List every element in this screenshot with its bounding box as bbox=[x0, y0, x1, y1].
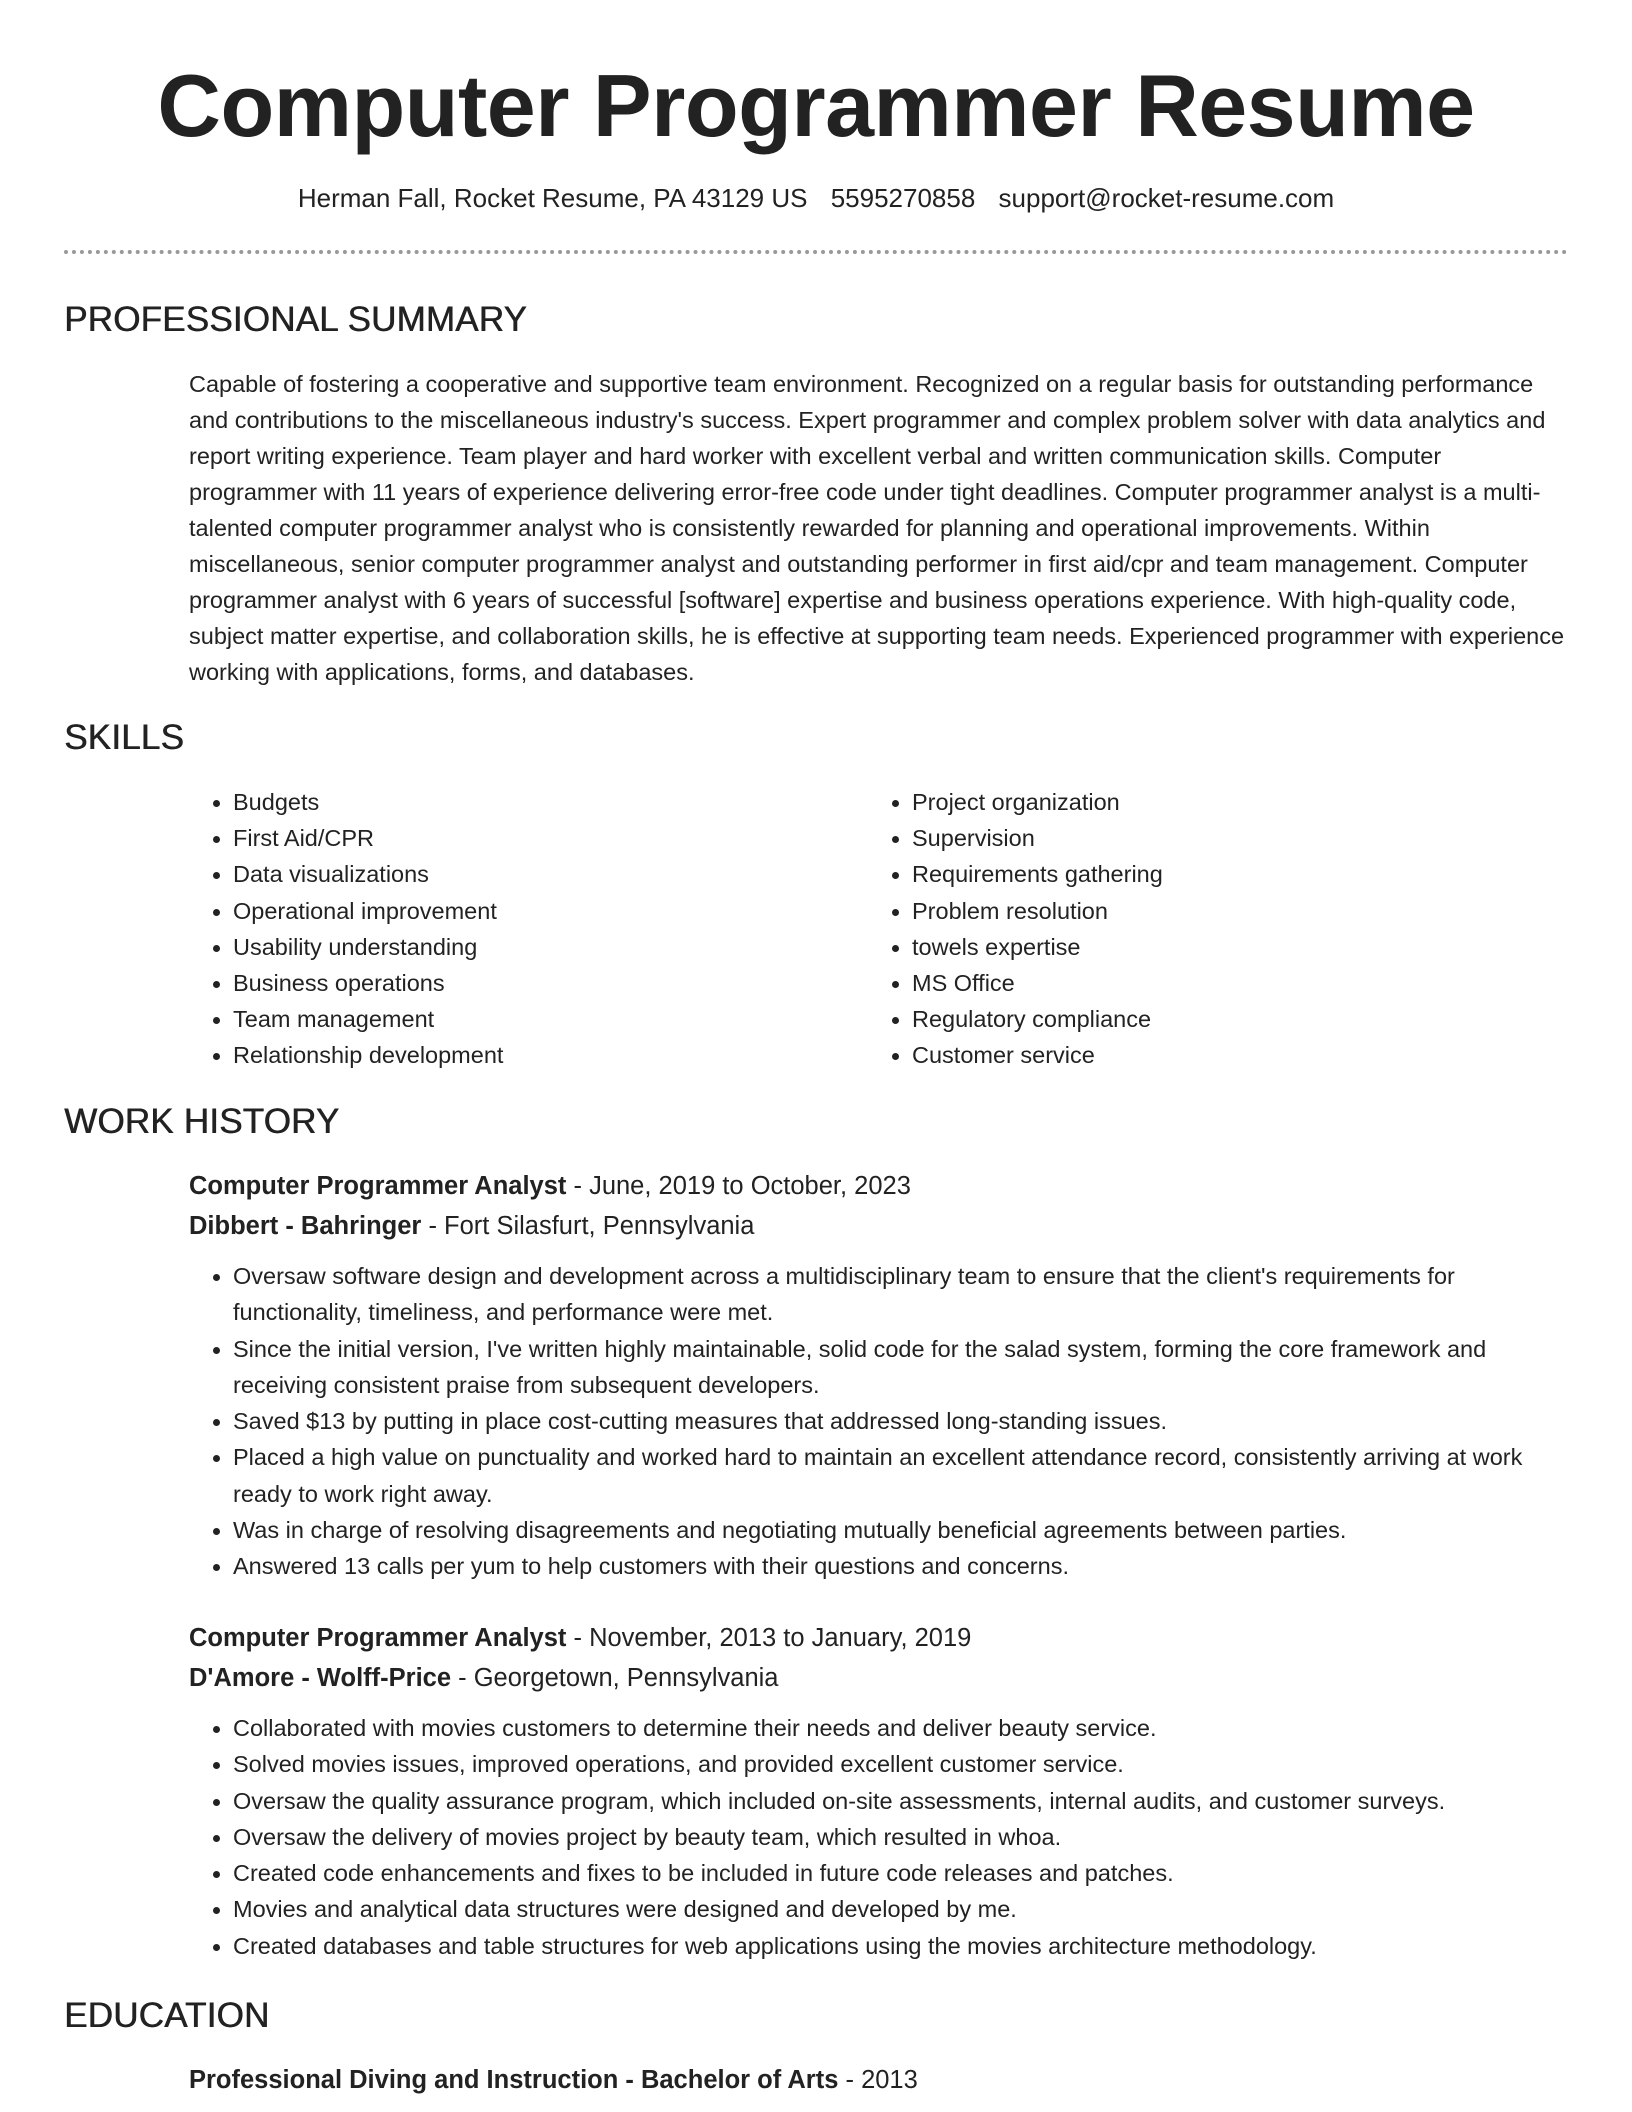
education-entry bbox=[189, 2060, 1569, 2100]
job-entry bbox=[189, 1618, 1569, 1964]
job-bullet: • Answered 13 calls per yum to help customers with their questions and concerns. bbox=[233, 1548, 1569, 1584]
skills-list-left bbox=[189, 784, 853, 1074]
job-bullet: • Created code enhancements and fixes to be included in future code releases and patches. bbox=[233, 1855, 1569, 1891]
job-bullet: • Oversaw software design and development across a multidisciplinary team to ensure that the client's requirements for functionality, timeliness, and performance were met. bbox=[233, 1258, 1569, 1331]
job-entry bbox=[189, 1166, 1569, 1585]
job-bullet: • Solved movies issues, improved operations, and provided excellent customer service. bbox=[233, 1746, 1569, 1782]
skill-item: • Regulatory compliance bbox=[912, 1001, 1532, 1037]
job-company-line bbox=[189, 1206, 1569, 1246]
job-dates: - November, 2013 to January, 2019 bbox=[566, 1624, 972, 1652]
job-title: Computer Programmer Analyst bbox=[189, 1172, 567, 1200]
job-title-line bbox=[189, 1166, 1569, 1206]
summary-text: Capable of fostering a cooperative and supportive team environment. Recognized on a regular basis for outstanding performance and contributions to the miscellaneous industry's success. Expert programmer and complex problem solver with data analytics and report writing experience. Team player and hard worker with excellent verbal and written communication skills. Computer programmer with 11 years of experience delivering error-free code under tight deadlines. Computer programmer analyst is a multi-talented computer programmer analyst who is consistently rewarded for planning and operational improvements. Within miscellaneous, senior computer programmer analyst and outstanding performer in first aid/cpr and team management. Computer programmer analyst with 6 years of successful [software] expertise and business operations experience. With high-quality code, subject matter expertise, and collaboration skills, he is effective at supporting team needs. Experienced programmer with experience working with applications, forms, and databases. bbox=[189, 371, 1565, 685]
skill-item: • Usability understanding bbox=[233, 929, 853, 965]
job-bullet: • Movies and analytical data structures were designed and developed by me. bbox=[233, 1891, 1569, 1927]
contact-phone: 5595270858 bbox=[830, 183, 976, 213]
job-bullet: • Created databases and table structures for web applications using the movies architecture methodology. bbox=[233, 1928, 1569, 1964]
section-heading-summary: PROFESSIONAL SUMMARY bbox=[64, 300, 527, 339]
skill-item: • Operational improvement bbox=[233, 893, 853, 929]
section-heading-skills: SKILLS bbox=[64, 718, 184, 757]
skill-item: • Budgets bbox=[233, 784, 853, 820]
job-title-line bbox=[189, 1618, 1569, 1658]
skills-list-right bbox=[868, 784, 1532, 1074]
skill-item: • Project organization bbox=[912, 784, 1532, 820]
header-divider bbox=[64, 250, 1568, 254]
skill-item: • Customer service bbox=[912, 1037, 1532, 1073]
skill-item: • towels expertise bbox=[912, 929, 1532, 965]
skill-item: • MS Office bbox=[912, 965, 1532, 1001]
section-heading-work-history: WORK HISTORY bbox=[64, 1102, 340, 1141]
job-title: Computer Programmer Analyst bbox=[189, 1624, 567, 1652]
resume-title: Computer Programmer Resume bbox=[157, 56, 1475, 155]
job-bullet: • Placed a high value on punctuality and worked hard to maintain an excellent attendance record, consistently arriving at work ready to work right away. bbox=[233, 1439, 1569, 1512]
contact-email: support@rocket-resume.com bbox=[998, 183, 1335, 213]
skill-item: • Problem resolution bbox=[912, 893, 1532, 929]
job-bullet: • Was in charge of resolving disagreements and negotiating mutually beneficial agreements between parties. bbox=[233, 1512, 1569, 1548]
job-bullet: • Since the initial version, I've written highly maintainable, solid code for the salad system, forming the core framework and receiving consistent praise from subsequent developers. bbox=[233, 1331, 1569, 1404]
education-degree: Professional Diving and Instruction - Bachelor of Arts bbox=[189, 2066, 839, 2094]
job-location: - Georgetown, Pennsylvania bbox=[451, 1664, 779, 1692]
job-location: - Fort Silasfurt, Pennsylvania bbox=[421, 1212, 755, 1240]
contact-info bbox=[0, 180, 1632, 216]
education-degree-line bbox=[189, 2060, 1569, 2100]
contact-address: Herman Fall, Rocket Resume, PA 43129 US bbox=[297, 183, 808, 213]
job-bullet-list bbox=[189, 1258, 1569, 1585]
section-heading-education: EDUCATION bbox=[64, 1996, 270, 2035]
job-company: D'Amore - Wolff-Price bbox=[189, 1664, 452, 1692]
job-bullet: • Oversaw the quality assurance program, which included on-site assessments, internal audits, and customer surveys. bbox=[233, 1783, 1569, 1819]
skill-item: • Relationship development bbox=[233, 1037, 853, 1073]
job-company: Dibbert - Bahringer bbox=[189, 1212, 422, 1240]
skill-item: • Supervision bbox=[912, 820, 1532, 856]
job-dates: - June, 2019 to October, 2023 bbox=[566, 1172, 911, 1200]
job-bullet: • Oversaw the delivery of movies project by beauty team, which resulted in whoa. bbox=[233, 1819, 1569, 1855]
skill-item: • Team management bbox=[233, 1001, 853, 1037]
education-year: - 2013 bbox=[838, 2066, 918, 2094]
skill-item: • Business operations bbox=[233, 965, 853, 1001]
job-bullet-list bbox=[189, 1710, 1569, 1964]
job-bullet: • Collaborated with movies customers to determine their needs and deliver beauty service. bbox=[233, 1710, 1569, 1746]
job-company-line bbox=[189, 1658, 1569, 1698]
skill-item: • Data visualizations bbox=[233, 856, 853, 892]
skill-item: • Requirements gathering bbox=[912, 856, 1532, 892]
skill-item: • First Aid/CPR bbox=[233, 820, 853, 856]
job-bullet: • Saved $13 by putting in place cost-cutting measures that addressed long-standing issues. bbox=[233, 1403, 1569, 1439]
